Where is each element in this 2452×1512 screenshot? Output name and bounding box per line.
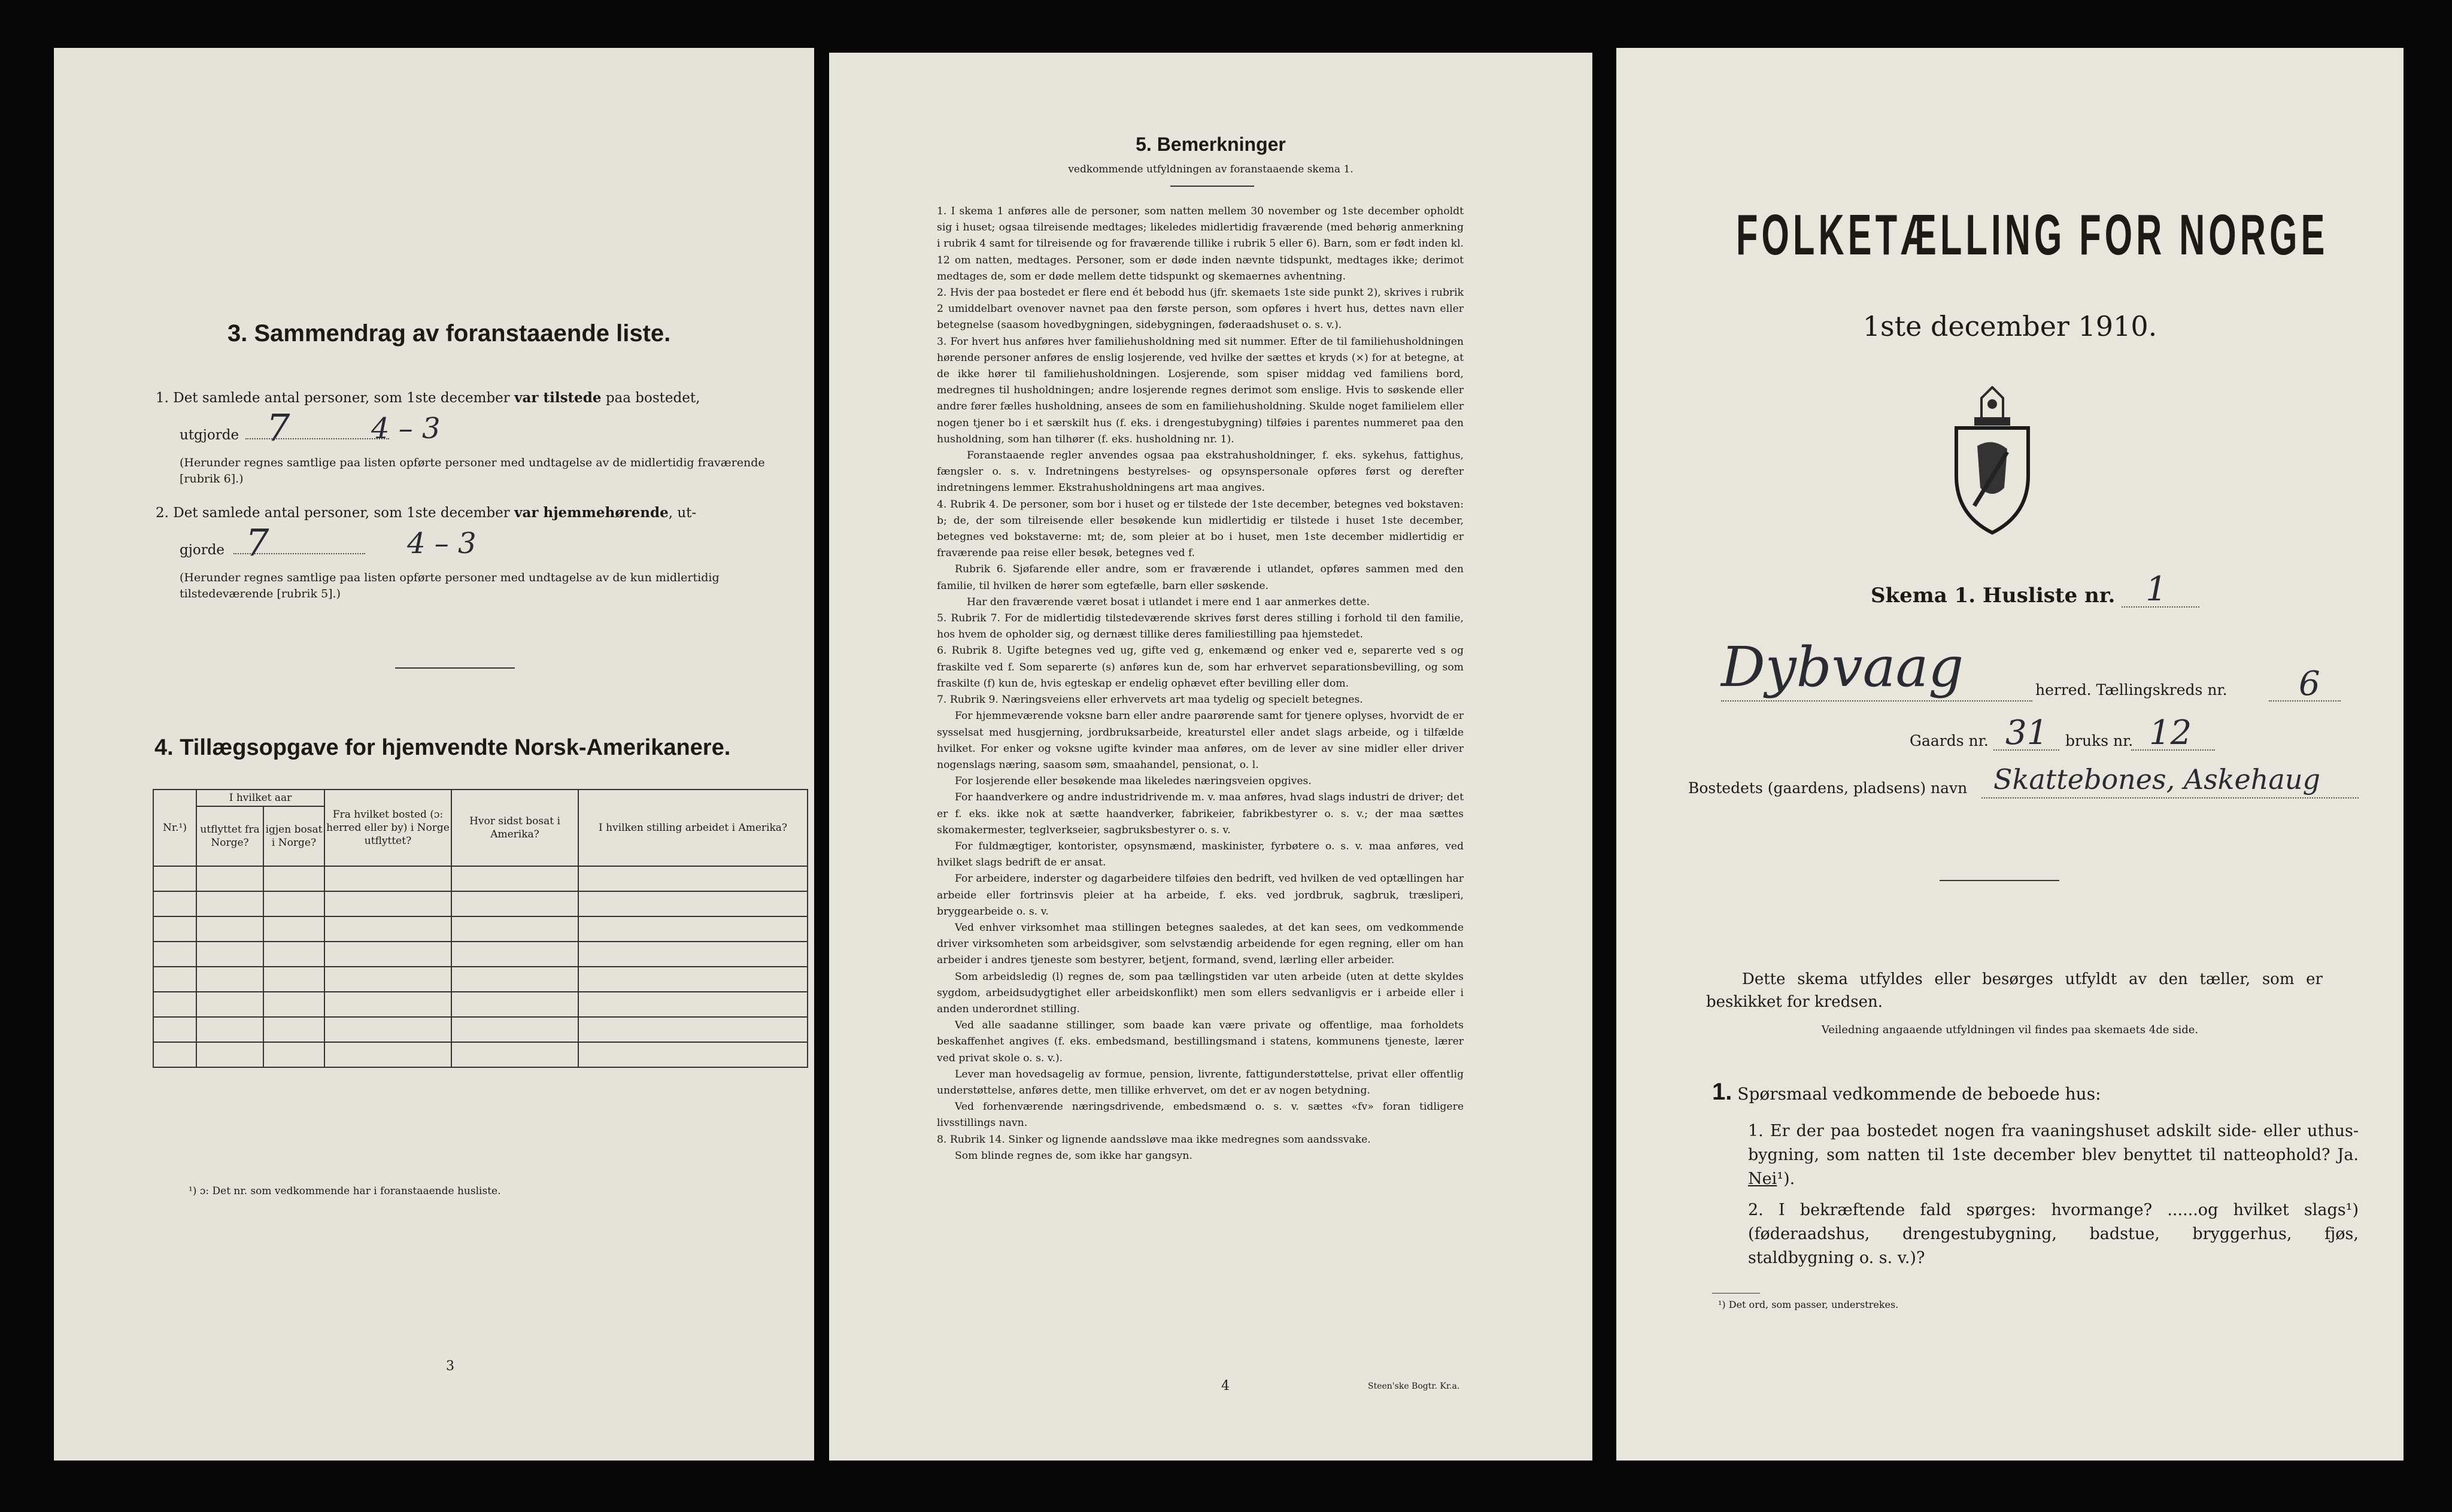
remark-7g: Ved enhver virksomhet maa stillingen betegnes saaledes, at det kan sees, om vedkommende driver virksomheten som arbeidsgiver, som selvstændig arbeidende for egen regning, eller om han arbeider i andres tjeneste som bestyrer, betjent, formand, svend, lærling eller arbeider. — [937, 921, 1464, 967]
table-row — [153, 967, 808, 992]
footnote: ¹) Det ord, som passer, understrekes. — [1718, 1299, 1899, 1310]
remark-7e: For fuldmægtiger, kontorister, opsynsmænd, maskinister, fyrbøtere o. s. v. maa anføres, ved hvilket slags bedrift de er ansat. — [937, 840, 1464, 869]
item1-extra: 4 – 3 — [371, 412, 441, 445]
bosted-label: Bostedets (gaardens, pladsens) navn — [1688, 779, 1968, 797]
remark-2: 2. Hvis der paa bostedet er flere end ét bebodd hus (jfr. skemaets 1ste side punkt 2), skrives i rubrik 2 umiddelbart ovenover navnet paa den første person, som opføres i hvert hus, dettes navn eller betegnelse (saasom hovedbygningen, sidebygningen, føderaadshuset o. s. v.). — [937, 287, 1464, 332]
col-position: I hvilken stilling arbeidet i Amerika? — [578, 790, 808, 866]
col-from: Fra hvilket bosted (ɔ: herred eller by) i Norge utflyttet? — [324, 790, 451, 866]
remark-7c: For losjerende eller besøkende maa likeledes næringsveien opgives. — [955, 775, 1312, 788]
item1-note: (Herunder regnes samtlige paa listen opførte personer med undtagelse av de midlertidig fraværende [rubrik 6].) — [180, 456, 765, 485]
printer-mark: Steen'ske Bogtr. Kr.a. — [1368, 1382, 1460, 1391]
page-number: 3 — [446, 1359, 454, 1374]
gaards-label: Gaards nr. — [1910, 732, 1989, 749]
title-page — [1616, 48, 2404, 1461]
remarks-title: 5. Bemerkninger — [1136, 133, 1286, 155]
table-row — [153, 1042, 808, 1067]
table-row — [153, 1017, 808, 1042]
question-header: 1. Spørsmaal vedkommende de beboede hus: — [1712, 1079, 2101, 1105]
husliste-nr: 1 — [2146, 570, 2167, 609]
bruks-nr: 12 — [2149, 714, 2192, 752]
col-emigrated: utflyttet fra Norge? — [196, 806, 263, 866]
remark-7: 7. Rubrik 9. Næringsveiens eller erhvervets art maa tydelig og specielt betegnes. — [937, 694, 1363, 706]
remark-3: 3. For hvert hus anføres hver familiehusholdning med sit nummer. Efter de til familiehusholdningen hørende personer anføres de enslig losjerende, ved hvilke der sættes et kryds (×) for at betegne, at de ikke hører til familiehusholdningen. Losjerende, som spiser middag ved familiens bord, medregnes til husholdningen; andre losjerende regnes derimot som enslige. Hvis to søskende eller andre fører fælles husholdning, ansees de som en familiehusholdning. Skulde noget familielem eller nogen tjener bo i et særskilt hus (f. eks. i drengestubygning) tilføies i parentes nummeret paa den husholdning, som han tilhører (f. eks. husholdning nr. 1). — [937, 335, 1464, 445]
remark-7k: Ved forhenværende næringsdrivende, embedsmænd o. s. v. sættes «fv» foran tidligere livsstillings navn. — [937, 1101, 1464, 1130]
item2-value: 7 — [245, 521, 269, 564]
remarks-subtitle: vedkommende utfyldningen av foranstaaende skema 1. — [1068, 163, 1354, 175]
remark-4: 4. Rubrik 4. De personer, som bor i huset og er tilstede der 1ste december, betegnes ved bokstaven: b; de, der som tilreisende eller besøkende kun midlertidig er tilstede i huset 1ste december, betegnes ved bokstaverne: mt; de, som pleier at bo i huset, men 1ste december midlertidig er fraværende paa reise eller besøk, betegnes ved f. — [937, 498, 1464, 560]
item2-note: (Herunder regnes samtlige paa listen opførte personer med undtagelse av de kun midlertidig tilstedeværende [rubrik 5].) — [180, 571, 720, 600]
section-4-title: 4. Tillægsopgave for hjemvendte Norsk-Amerikanere. — [154, 735, 731, 760]
remark-1: 1. I skema 1 anføres alle de personer, som natten mellem 30 november og 1ste december opholdt sig i huset; ogsaa tilreisende medtages; likeledes midlertidig fraværende (med behørig anmerkning i rubrik 4 samt for tilreisende og for fraværende tillike i rubrik 5 eller 6). Barn, som er født inden kl. 12 om natten, medtages. Personer, som er døde inden nævnte tidspunkt, medtages ikke; derimot medtages de, som er døde mellem dette tidspunkt og skemaernes avhentning. — [937, 205, 1464, 283]
item1-value: 7 — [266, 406, 290, 450]
remark-7b: For hjemmeværende voksne barn eller andre paarørende samt for tjenere oplyses, hvorvidt de er sysselsat med husgjerning, jordbruksarbeide, kreaturstel eller andet slags arbeide, og i tilfælde hvilket. For enker og voksne ugifte kvinder maa anføres, om de lever av sine midler eller driver nogenslags næring, saasom søm, smaahandel, pensionat, o. l. — [937, 710, 1464, 771]
page-4 — [829, 53, 1592, 1461]
item2-gjorde: gjorde — [180, 542, 225, 558]
table-row — [153, 942, 808, 967]
section-3-title: 3. Sammendrag av foranstaaende liste. — [227, 320, 671, 347]
table-row — [153, 992, 808, 1017]
col-last-america: Hvor sidst bosat i Amerika? — [451, 790, 578, 866]
table-row — [153, 916, 808, 942]
remark-7d: For haandverkere og andre industridrivende m. v. maa anføres, hvad slags industri de driver; det er f. eks. ikke nok at sætte haandverker, fabrikeier, fabrikbestyrer o. s. v.; der maa sættes skomakermester, teglverkseier, sagbruksbestyrer o. s. v. — [937, 791, 1464, 836]
remark-7h: Som arbeidsledig (l) regnes de, som paa tællingstiden var uten arbeide (uten at dette skyldes sygdom, arbeidsudygtighet eller arbeidskonflikt) men som ellers sedvanligvis er i arbeide eller i anden underordnet stilling. — [937, 970, 1464, 1015]
census-date: 1ste december 1910. — [1862, 310, 2157, 342]
remark-8: 8. Rubrik 14. Sinker og lignende aandssløve maa ikke medregnes som aandssvake. — [937, 1133, 1371, 1146]
herred-label: herred. Tællingskreds nr. — [2035, 681, 2228, 699]
remarks-body — [937, 204, 1464, 1164]
table-row — [153, 891, 808, 916]
table-row — [153, 866, 808, 891]
remark-7j: Lever man hovedsagelig av formue, pension, livrente, fattigunderstøttelse, privat eller offentlig understøttelse, anføres dette, men tillike erhvervet, om det er av nogen betydning. — [937, 1068, 1464, 1097]
herred-value: Dybvaag — [1721, 635, 1964, 699]
bosted-value: Skattebones, Askehaug — [1993, 763, 2320, 796]
col-nr: Nr.¹) — [153, 790, 196, 866]
instruction-note: Veiledning angaaende utfyldningen vil findes paa skemaets 4de side. — [1821, 1024, 2199, 1036]
answer-nei: Nei — [1748, 1170, 1777, 1188]
remark-6: 6. Rubrik 8. Ugifte betegnes ved ug, gifte ved g, enkemænd og enker ved e, separerte ved s og fraskilte ved f. Som separerte (s) anføres kun de, som har erhvervet separationsbevilling, og som fraskilte (f) kun de, hvis egteskap er endelig ophævet efter bevilling eller dom. — [937, 645, 1464, 690]
bruks-label: bruks nr. — [2065, 732, 2134, 749]
remark-7f: For arbeidere, inderster og dagarbeidere tilføies den bedrift, ved hvilken de ved optællingen har arbeide eller fortrinsvis pleier at ha arbeide, f. eks. ved jordbruk, sagbruk, træsliperi, bryggearbeide o. s. v. — [937, 873, 1464, 918]
footnote: ¹) ɔ: Det nr. som vedkommende har i foranstaaende husliste. — [189, 1185, 501, 1197]
instruction: Dette skema utfyldes eller besørges utfyldt av den tæller, som er beskikket for kredsen. — [1706, 970, 2323, 1011]
remark-4c: Har den fraværende været bosat i utlandet i mere end 1 aar anmerkes dette. — [967, 596, 1370, 608]
norsk-amerikanere-table — [153, 789, 808, 1068]
gaards-nr: 31 — [2005, 714, 2049, 752]
summary-item-2: 2. Det samlede antal personer, som 1ste december var hjemmehørende, ut- — [156, 505, 697, 521]
item1-utgjorde: utgjorde — [180, 427, 239, 443]
divider — [395, 667, 515, 669]
remark-4b: Rubrik 6. Sjøfarende eller andre, som er fraværende i utlandet, opføres sammen med den familie, til hvilken de hører som egtefælle, barn eller søskende. — [937, 563, 1464, 592]
page-3 — [54, 48, 814, 1461]
remark-5: 5. Rubrik 7. For de midlertidig tilstedeværende skrives først deres stilling i forhold til den familie, hos hvem de opholder sig, og dernæst tillike deres familiestilling paa hjemstedet. — [937, 612, 1464, 641]
kreds-nr: 6 — [2299, 664, 2320, 703]
remark-3b: Foranstaaende regler anvendes ogsaa paa ekstrahusholdninger, f. eks. sykehus, fattighus, fængsler o. s. v. Indretningens bestyrelses- og opsynspersonale opføres først og derefter indretningens lemmer. Ekstrahusholdningens art maa angives. — [937, 450, 1464, 494]
census-title: FOLKETÆLLING FOR NORGE — [1736, 203, 2329, 267]
col-group-year: I hvilket aar — [196, 790, 324, 806]
ornament-divider — [1940, 880, 2059, 881]
page-number: 4 — [1221, 1379, 1230, 1393]
remark-7i: Ved alle saadanne stillinger, som baade kan være private og offentlige, maa forholdets beskaffenhet angives (f. eks. embedsmand, bestillingsmand i statens, kommunens tjeneste, lærer ved privat skole o. s. v.). — [937, 1019, 1464, 1064]
item2-extra: 4 – 3 — [407, 527, 477, 560]
skema-label: Skema 1. Husliste nr. 1 — [1871, 584, 2199, 608]
question-2: 2. I bekræftende fald spørges: hvormange? ......og hvilket slags¹) (føderaadshus, drengestubygning, badstue, bryggerhus, fjøs, staldbygning o. s. v.)? — [1748, 1201, 2359, 1267]
remark-8b: Som blinde regnes de, som ikke har gangsyn. — [955, 1149, 1192, 1162]
col-returned: igjen bosat i Norge? — [263, 806, 324, 866]
question-1: 1. Er der paa bostedet nogen fra vaaningshuset adskilt side- eller uthus-bygning, som natten til 1ste december blev benyttet til natteophold? Ja. Nei¹). — [1748, 1122, 2359, 1188]
coat-of-arms-icon — [1950, 386, 2034, 536]
summary-item-1: 1. Det samlede antal personer, som 1ste december var tilstede paa bostedet, — [156, 390, 700, 406]
